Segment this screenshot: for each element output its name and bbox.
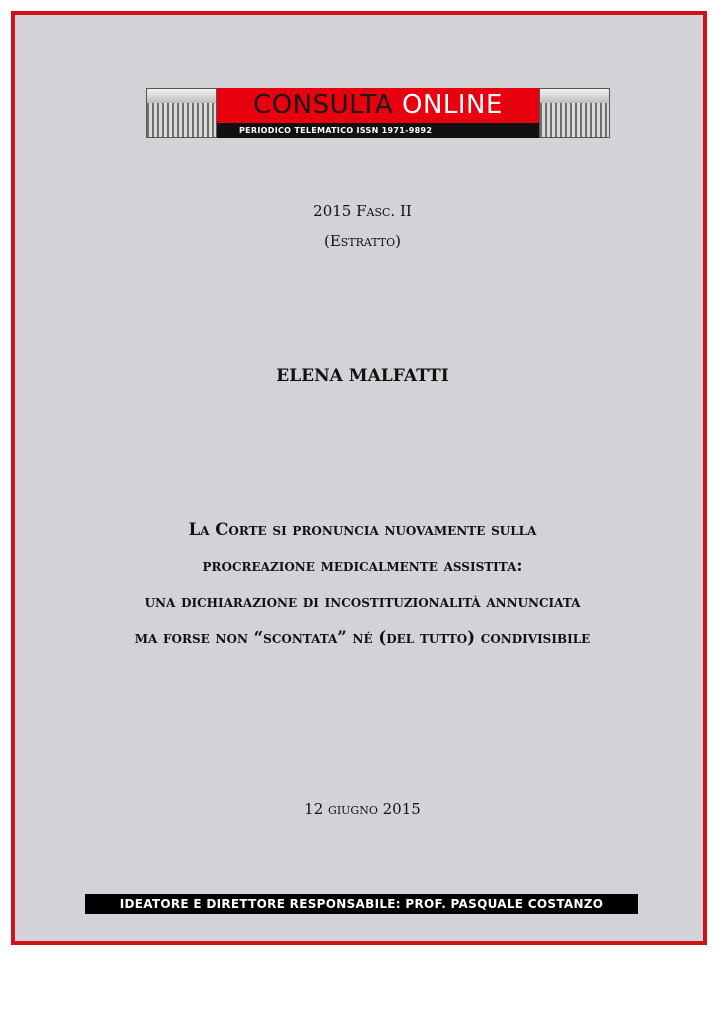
title-line: ma forse non “scontata” né (del tutto) condivisibile — [134, 628, 591, 647]
masthead-title — [217, 90, 539, 120]
building-photo-right — [539, 88, 610, 138]
title-line: La Corte si pronuncia nuovamente sulla — [188, 520, 537, 539]
masthead-logo — [146, 88, 610, 138]
issue-line: 2015 Fasc. II — [313, 202, 412, 220]
masthead-title-part1: CONSULTA — [253, 90, 394, 120]
author-name: ELENA MALFATTI — [276, 366, 449, 386]
director-banner: IDEATORE E DIRETTORE RESPONSABILE: PROF. PASQUALE COSTANZO — [85, 894, 638, 914]
issue-extract-line: (Estratto) — [323, 232, 402, 250]
masthead-title-part2: ONLINE — [401, 90, 503, 120]
title-line: procreazione medicalmente assistita: — [202, 556, 523, 575]
title-line: una dichiarazione di incostituzionalità annunciata — [144, 592, 581, 611]
issue-info — [0, 196, 725, 256]
building-photo-left — [146, 88, 217, 138]
masthead-banner — [217, 88, 539, 138]
publication-date: 12 giugno 2015 — [304, 800, 421, 818]
article-title — [0, 512, 725, 656]
masthead-subtitle: PERIODICO TELEMATICO ISSN 1971-9892 — [217, 123, 539, 138]
